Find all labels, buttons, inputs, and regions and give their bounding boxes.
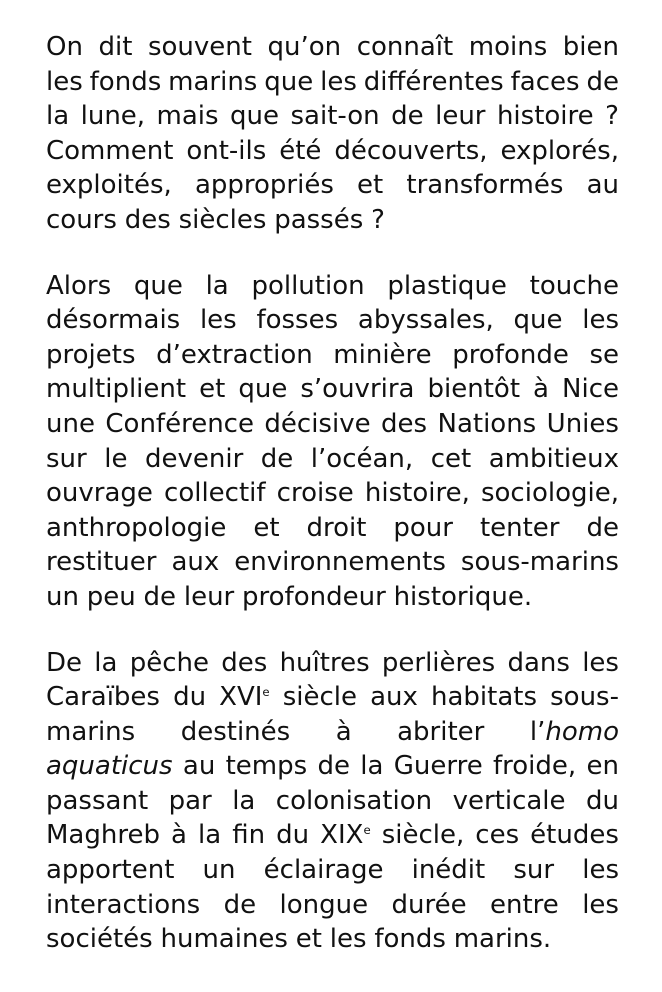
word: que <box>133 270 183 301</box>
word: un <box>46 581 79 612</box>
word: au <box>182 751 216 782</box>
word: sur <box>513 855 555 886</box>
word: l’homo <box>529 716 619 747</box>
word: On <box>46 32 83 62</box>
word: Unies <box>546 408 619 439</box>
word: les <box>582 305 619 336</box>
word: touche <box>529 270 619 301</box>
word: Alors <box>46 270 112 301</box>
word: appropriés <box>194 170 334 201</box>
text-line <box>46 442 619 477</box>
word: études <box>530 820 619 851</box>
word: à <box>533 374 549 405</box>
word: Conférence <box>105 408 254 439</box>
text-line <box>46 580 619 615</box>
word: la <box>232 785 256 816</box>
word: sait-on <box>290 101 380 132</box>
word: à <box>171 820 187 851</box>
word: tenter <box>479 512 560 543</box>
text-line <box>46 134 619 169</box>
word: De <box>46 647 83 678</box>
word: historique. <box>393 581 533 612</box>
word: abyssales, <box>357 305 494 336</box>
word: bientôt <box>427 374 521 405</box>
word: la <box>94 647 118 678</box>
word: croise <box>276 478 354 509</box>
word: des <box>221 647 268 678</box>
word: Nice <box>562 374 619 405</box>
word: de <box>143 581 177 612</box>
text-line <box>46 784 619 819</box>
word: le <box>104 443 128 474</box>
word: au <box>586 170 619 201</box>
word: huîtres <box>279 647 370 678</box>
text-line <box>46 511 619 546</box>
word: aux <box>171 547 220 578</box>
word: ambitieux <box>488 443 619 474</box>
word: projets <box>46 339 136 370</box>
word: perlières <box>381 647 496 678</box>
word: éclairage <box>263 855 384 886</box>
word: la <box>46 101 70 132</box>
word: cours <box>46 204 117 235</box>
word: se <box>589 339 619 370</box>
word: la <box>360 751 384 782</box>
word: XIXe <box>320 820 371 851</box>
word: ouvrage <box>46 478 153 509</box>
word: durée <box>391 889 467 920</box>
word: les <box>582 855 619 886</box>
word: histoire <box>496 101 594 132</box>
word: que <box>513 305 563 336</box>
paragraph <box>46 646 619 957</box>
word: inédit <box>411 855 486 886</box>
word: un <box>202 855 236 886</box>
word: entre <box>489 889 559 920</box>
word: siècle <box>282 682 357 713</box>
word: humaines <box>160 924 288 955</box>
word: à <box>335 716 352 747</box>
word: la <box>198 820 222 851</box>
text-line <box>46 715 619 750</box>
word: aux <box>370 682 418 713</box>
word: Maghreb <box>46 820 160 851</box>
word: lune, <box>80 101 146 132</box>
word: les <box>199 305 237 336</box>
word: sous-marins <box>460 547 619 578</box>
word: les <box>582 647 619 678</box>
word: désormais <box>46 305 181 336</box>
word: les <box>320 66 357 97</box>
text-line <box>46 407 619 442</box>
word: des <box>124 204 171 235</box>
word: que <box>230 101 280 132</box>
text-line <box>46 203 619 238</box>
word: de <box>260 443 294 474</box>
word: fin <box>232 820 266 851</box>
text-line <box>46 303 619 338</box>
text-line <box>46 818 619 853</box>
word: apportent <box>46 855 175 886</box>
word: de <box>223 889 257 920</box>
word: pollution <box>251 270 365 301</box>
word: restituer <box>46 547 157 578</box>
word: pêche <box>129 647 209 678</box>
word: verticale <box>452 785 566 816</box>
word: marins <box>168 66 258 97</box>
paragraph <box>46 269 619 615</box>
word: plastique <box>387 270 507 301</box>
word: sous- <box>550 682 619 713</box>
word: de <box>586 66 619 97</box>
word: qu’on <box>267 32 342 62</box>
word: XVIe <box>219 682 270 713</box>
word: découverts, <box>334 135 488 166</box>
text-line <box>46 168 619 203</box>
word: siècles <box>178 204 267 235</box>
word: passant <box>46 785 149 816</box>
word: colonisation <box>275 785 433 816</box>
word: fosses <box>256 305 339 336</box>
word: multiplient <box>46 374 187 405</box>
word: du <box>173 682 207 713</box>
word: et <box>357 170 384 201</box>
text-line <box>46 338 619 373</box>
word: Nations <box>437 408 537 439</box>
word: en <box>586 751 619 782</box>
word: ? <box>605 101 619 132</box>
text-line <box>46 646 619 681</box>
word: pour <box>393 512 453 543</box>
word: fonds <box>89 66 162 97</box>
word: été <box>279 135 322 166</box>
word: sur <box>46 443 87 474</box>
word: siècle, <box>381 820 465 851</box>
word: et <box>295 924 322 955</box>
word: faces <box>510 66 580 97</box>
word: fonds <box>374 924 446 955</box>
text-line <box>46 372 619 407</box>
word: moins <box>468 32 548 62</box>
word: et <box>253 512 280 543</box>
text-line <box>46 749 619 784</box>
word: la <box>205 270 229 301</box>
word: exploités, <box>46 170 172 201</box>
word: destinés <box>180 716 291 747</box>
word: peu <box>86 581 136 612</box>
word: marins. <box>453 924 552 955</box>
word: mais <box>156 101 219 132</box>
word: sociétés <box>46 924 153 955</box>
word: décisive <box>264 408 371 439</box>
text-line <box>46 269 619 304</box>
word: bien <box>562 32 619 62</box>
word: souvent <box>147 32 252 62</box>
word: environnements <box>234 547 446 578</box>
word: profondeur <box>242 581 386 612</box>
word: que <box>264 66 314 97</box>
word: dans <box>507 647 570 678</box>
word: les <box>329 924 367 955</box>
word: ont-ils <box>186 135 267 166</box>
word: leur <box>435 101 486 132</box>
word: explorés, <box>500 135 619 166</box>
word: passés <box>274 204 364 235</box>
word: différentes <box>363 66 504 97</box>
word: longue <box>279 889 369 920</box>
text-line <box>46 30 619 65</box>
word: devenir <box>144 443 244 474</box>
word: froide, <box>493 751 577 782</box>
word: les <box>46 66 83 97</box>
word: du <box>585 785 619 816</box>
text-line <box>46 65 619 100</box>
word: cet <box>430 443 472 474</box>
word: des <box>381 408 428 439</box>
word: temps <box>225 751 308 782</box>
word: sociologie, <box>480 478 619 509</box>
word: ? <box>371 204 385 235</box>
word: et <box>199 374 226 405</box>
word: habitats <box>431 682 538 713</box>
text-line <box>46 888 619 923</box>
word: ces <box>475 820 520 851</box>
word: Caraïbes <box>46 682 160 713</box>
text-line <box>46 853 619 888</box>
text-line <box>46 476 619 511</box>
word: les <box>582 889 619 920</box>
word: profonde <box>452 339 569 370</box>
word: anthropologie <box>46 512 227 543</box>
word: du <box>276 820 310 851</box>
word: collectif <box>164 478 266 509</box>
word: Comment <box>46 135 174 166</box>
word: minière <box>333 339 432 370</box>
word: par <box>168 785 212 816</box>
word: interactions <box>46 889 201 920</box>
word: s’ouvrira <box>300 374 415 405</box>
word: transformés <box>406 170 564 201</box>
word: de <box>317 751 350 782</box>
word: de <box>586 512 619 543</box>
text-line <box>46 99 619 134</box>
word: l’océan, <box>310 443 414 474</box>
word: aquaticus <box>46 751 173 782</box>
word: une <box>46 408 95 439</box>
word: d’extraction <box>156 339 313 370</box>
paragraph <box>46 30 619 238</box>
word: dit <box>98 32 133 62</box>
word: histoire, <box>364 478 470 509</box>
word: abriter <box>397 716 485 747</box>
word: Guerre <box>393 751 483 782</box>
word: marins <box>46 716 136 747</box>
word: connaît <box>356 32 454 62</box>
word: que <box>238 374 288 405</box>
word: droit <box>306 512 367 543</box>
text-line <box>46 545 619 580</box>
text-line <box>46 922 619 957</box>
text-page <box>46 30 619 988</box>
word: leur <box>183 581 235 612</box>
word: de <box>391 101 424 132</box>
text-line <box>46 680 619 715</box>
